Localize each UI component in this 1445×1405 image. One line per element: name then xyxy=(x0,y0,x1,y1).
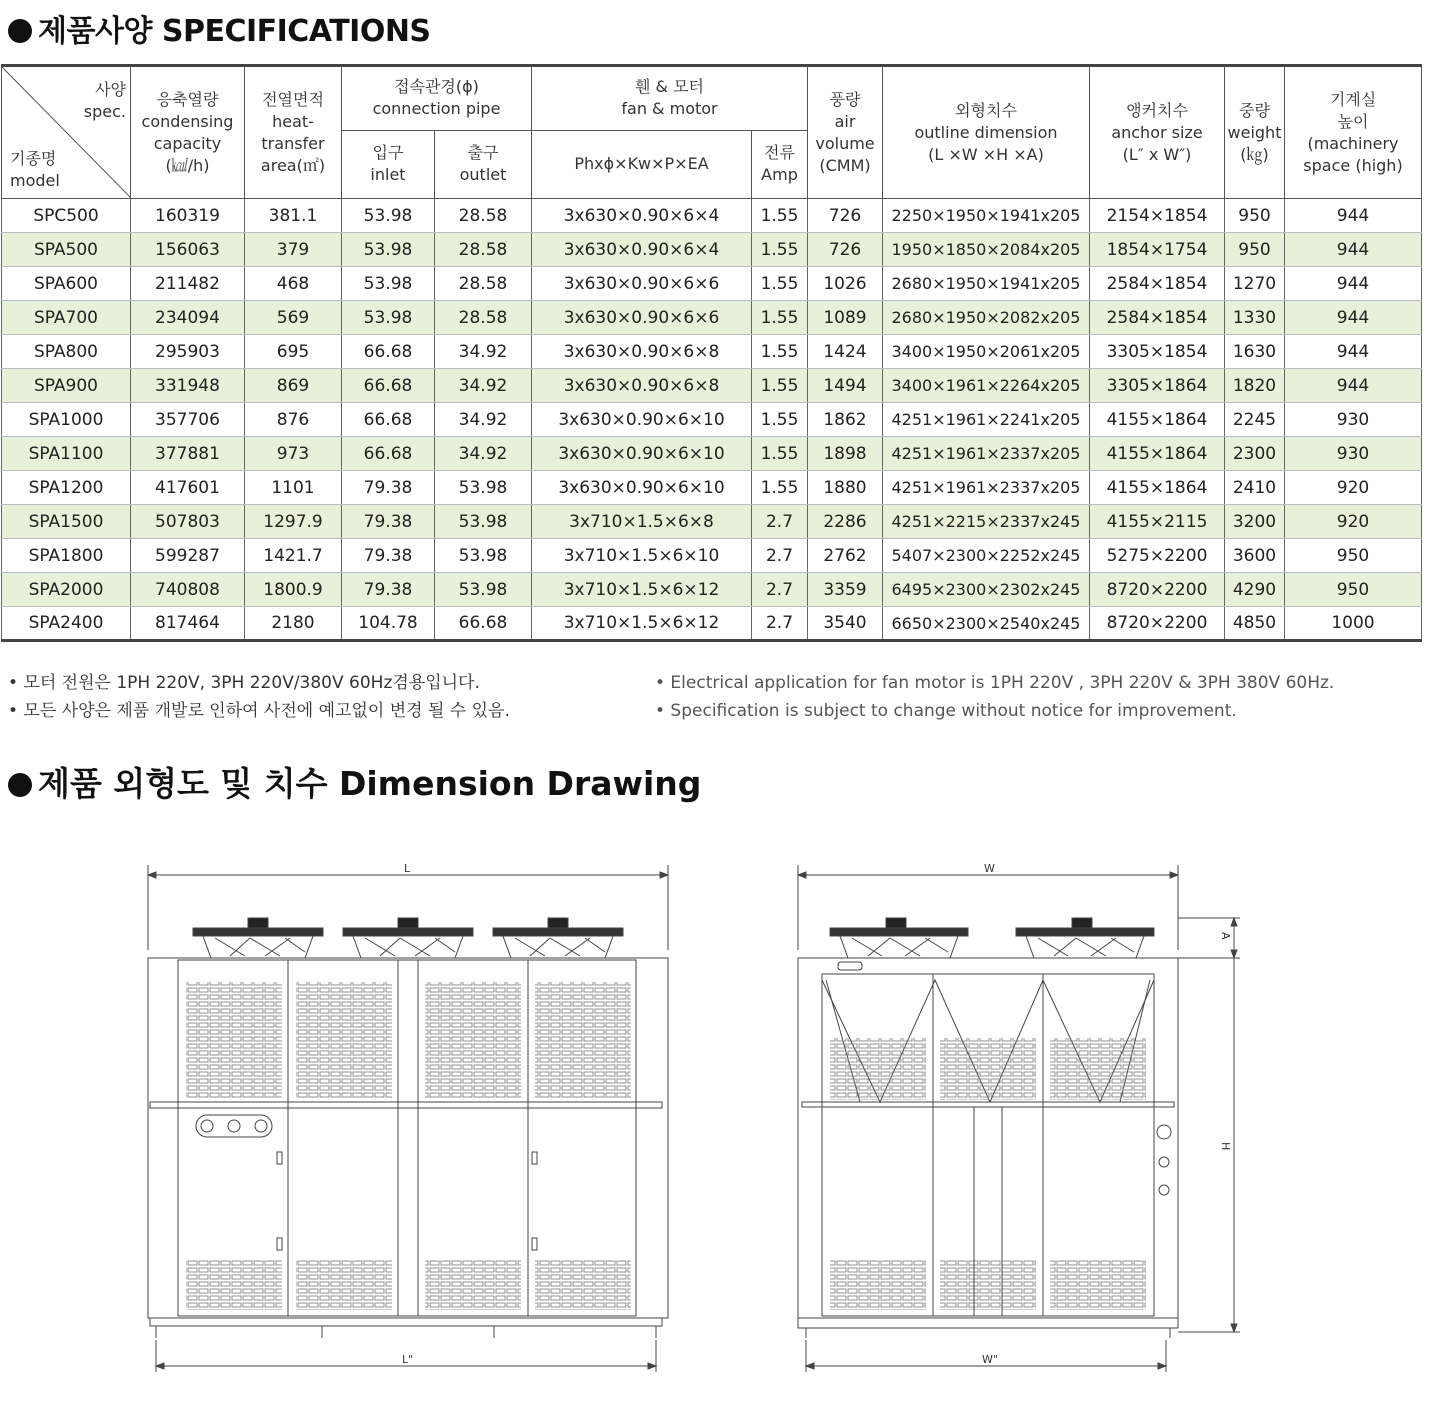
table-cell: 53.98 xyxy=(435,505,532,539)
table-cell: 6650×2300×2540x245 xyxy=(883,607,1090,641)
table-cell: 1.55 xyxy=(752,437,808,471)
table-cell: 53.98 xyxy=(342,267,435,301)
table-cell: 104.78 xyxy=(342,607,435,641)
side-view xyxy=(798,865,1240,1372)
dimension-drawing-title: 제품 외형도 및 치수 Dimension Drawing xyxy=(8,758,701,805)
bullet-icon xyxy=(8,773,32,797)
table-cell: 817464 xyxy=(131,607,245,641)
table-cell: 2680×1950×1941x205 xyxy=(883,267,1090,301)
table-cell: 726 xyxy=(808,199,883,233)
table-cell: 1.55 xyxy=(752,403,808,437)
table-cell: 1089 xyxy=(808,301,883,335)
table-cell: 34.92 xyxy=(435,437,532,471)
dimension-label-h: H xyxy=(1219,1142,1232,1151)
table-cell: 3x630×0.90×6×8 xyxy=(532,369,752,403)
fan-group xyxy=(193,918,623,958)
table-cell: 4251×1961×2337x205 xyxy=(883,471,1090,505)
table-cell: 3x630×0.90×6×4 xyxy=(532,233,752,267)
table-cell: SPC500 xyxy=(2,199,131,233)
table-cell: 740808 xyxy=(131,573,245,607)
table-cell: 3305×1864 xyxy=(1090,369,1225,403)
table-cell: 2180 xyxy=(245,607,342,641)
table-row xyxy=(2,607,1422,641)
table-cell: 53.98 xyxy=(342,301,435,335)
table-cell: SPA800 xyxy=(2,335,131,369)
table-cell: SPA1200 xyxy=(2,471,131,505)
table-cell: 379 xyxy=(245,233,342,267)
table-cell: 1000 xyxy=(1285,607,1422,641)
outlet-header: 출구 outlet xyxy=(435,130,532,198)
table-cell: 3x710×1.5×6×10 xyxy=(532,539,752,573)
front-view xyxy=(148,865,668,1372)
table-cell: 507803 xyxy=(131,505,245,539)
notes-english xyxy=(655,669,1334,725)
table-row xyxy=(2,573,1422,607)
table-cell: 3x630×0.90×6×4 xyxy=(532,199,752,233)
table-cell: 79.38 xyxy=(342,539,435,573)
table-cell: 920 xyxy=(1285,505,1422,539)
table-cell: 695 xyxy=(245,335,342,369)
table-cell: 2584×1854 xyxy=(1090,267,1225,301)
table-cell: SPA900 xyxy=(2,369,131,403)
table-cell: 2154×1854 xyxy=(1090,199,1225,233)
table-cell: 3359 xyxy=(808,573,883,607)
note-item: • 모든 사양은 제품 개발로 인하여 사전에 예고없이 변경 될 수 있음. xyxy=(8,701,510,721)
table-cell: 3x630×0.90×6×6 xyxy=(532,301,752,335)
table-cell: 79.38 xyxy=(342,505,435,539)
table-row xyxy=(2,403,1422,437)
anchor-size-header: 앵커치수 anchor size (L″ x W″) xyxy=(1090,66,1225,199)
table-cell: 950 xyxy=(1285,539,1422,573)
table-cell: 1330 xyxy=(1225,301,1285,335)
table-cell: 944 xyxy=(1285,267,1422,301)
table-cell: 156063 xyxy=(131,233,245,267)
table-cell: 66.68 xyxy=(342,369,435,403)
dimension-label-w2: W" xyxy=(982,1353,998,1366)
table-cell: 34.92 xyxy=(435,369,532,403)
fan-motor-header: 휀 & 모터 fan & motor xyxy=(532,66,808,131)
table-cell: 950 xyxy=(1225,233,1285,267)
table-cell: 234094 xyxy=(131,301,245,335)
table-cell: 34.92 xyxy=(435,335,532,369)
table-cell: 944 xyxy=(1285,369,1422,403)
dimension-label-a: A xyxy=(1219,932,1232,940)
table-row xyxy=(2,539,1422,573)
table-cell: 357706 xyxy=(131,403,245,437)
table-cell: SPA1100 xyxy=(2,437,131,471)
note-item: • 모터 전원은 1PH 220V, 3PH 220V/380V 60Hz겸용입니다. xyxy=(8,673,480,693)
table-cell: 2300 xyxy=(1225,437,1285,471)
dimension-label-l: L xyxy=(404,862,411,875)
table-cell: 3305×1854 xyxy=(1090,335,1225,369)
table-cell: 3540 xyxy=(808,607,883,641)
table-cell: 2.7 xyxy=(752,505,808,539)
table-cell: 950 xyxy=(1225,199,1285,233)
table-cell: SPA1000 xyxy=(2,403,131,437)
table-cell: 53.98 xyxy=(342,233,435,267)
table-cell: 1.55 xyxy=(752,335,808,369)
table-cell: 1.55 xyxy=(752,369,808,403)
table-cell: 8720×2200 xyxy=(1090,573,1225,607)
table-cell: 34.92 xyxy=(435,403,532,437)
table-cell: 468 xyxy=(245,267,342,301)
table-row xyxy=(2,437,1422,471)
table-cell: 4251×1961×2337x205 xyxy=(883,437,1090,471)
table-cell: 53.98 xyxy=(342,199,435,233)
table-cell: 3x710×1.5×6×12 xyxy=(532,573,752,607)
table-cell: SPA700 xyxy=(2,301,131,335)
table-cell: 1950×1850×2084x205 xyxy=(883,233,1090,267)
table-cell: 4850 xyxy=(1225,607,1285,641)
table-cell: 377881 xyxy=(131,437,245,471)
note-item: • Electrical application for fan motor is 1PH 220V , 3PH 220V & 3PH 380V 60Hz. xyxy=(655,673,1335,693)
table-cell: 1026 xyxy=(808,267,883,301)
table-cell: 1101 xyxy=(245,471,342,505)
machinery-space-header: 기계실 높이 (machinery space (high) xyxy=(1285,66,1422,199)
table-cell: 3400×1961×2264x205 xyxy=(883,369,1090,403)
table-cell: 1494 xyxy=(808,369,883,403)
specifications-title: 제품사양 SPECIFICATIONS xyxy=(8,6,431,50)
table-cell: 211482 xyxy=(131,267,245,301)
table-cell: 331948 xyxy=(131,369,245,403)
table-cell: 950 xyxy=(1285,573,1422,607)
table-cell: 295903 xyxy=(131,335,245,369)
table-cell: 1424 xyxy=(808,335,883,369)
table-cell: 66.68 xyxy=(342,437,435,471)
table-row xyxy=(2,233,1422,267)
table-cell: 1862 xyxy=(808,403,883,437)
table-cell: 3x630×0.90×6×8 xyxy=(532,335,752,369)
table-cell: 1898 xyxy=(808,437,883,471)
table-cell: 1.55 xyxy=(752,471,808,505)
connection-pipe-header: 접속관경(ϕ) connection pipe xyxy=(342,66,532,131)
table-row xyxy=(2,335,1422,369)
table-cell: 3600 xyxy=(1225,539,1285,573)
table-cell: 6495×2300×2302x245 xyxy=(883,573,1090,607)
table-cell: 2250×1950×1941x205 xyxy=(883,199,1090,233)
table-cell: 3x630×0.90×6×6 xyxy=(532,267,752,301)
table-cell: 944 xyxy=(1285,233,1422,267)
table-cell: 66.68 xyxy=(342,335,435,369)
dimension-label-l2: L" xyxy=(402,1353,414,1366)
specifications-body xyxy=(2,199,1422,641)
table-row xyxy=(2,301,1422,335)
table-row xyxy=(2,267,1422,301)
table-cell: 28.58 xyxy=(435,199,532,233)
table-row xyxy=(2,199,1422,233)
table-cell: 53.98 xyxy=(435,539,532,573)
table-cell: 4155×1864 xyxy=(1090,437,1225,471)
table-cell: 1421.7 xyxy=(245,539,342,573)
spec-model-corner-header: 사양 spec. 기종명 model xyxy=(2,66,131,199)
table-cell: 3x710×1.5×6×12 xyxy=(532,607,752,641)
table-cell: 1270 xyxy=(1225,267,1285,301)
table-row xyxy=(2,471,1422,505)
table-cell: 930 xyxy=(1285,437,1422,471)
table-cell: 2762 xyxy=(808,539,883,573)
table-cell: 1.55 xyxy=(752,199,808,233)
table-cell: 1800.9 xyxy=(245,573,342,607)
fan-formula-header: Phxϕ×Kw×P×EA xyxy=(532,130,752,198)
dimension-label-w: W xyxy=(984,862,995,875)
table-cell: 569 xyxy=(245,301,342,335)
table-cell: SPA2000 xyxy=(2,573,131,607)
table-cell: 160319 xyxy=(131,199,245,233)
table-cell: 944 xyxy=(1285,301,1422,335)
table-cell: 876 xyxy=(245,403,342,437)
table-cell: 2584×1854 xyxy=(1090,301,1225,335)
table-cell: 3x630×0.90×6×10 xyxy=(532,471,752,505)
table-cell: 53.98 xyxy=(435,471,532,505)
table-cell: 8720×2200 xyxy=(1090,607,1225,641)
table-cell: 417601 xyxy=(131,471,245,505)
table-cell: 1880 xyxy=(808,471,883,505)
table-cell: 944 xyxy=(1285,335,1422,369)
air-volume-header: 풍량 air volume (CMM) xyxy=(808,66,883,199)
table-cell: 2.7 xyxy=(752,539,808,573)
table-cell: SPA2400 xyxy=(2,607,131,641)
table-cell: 1.55 xyxy=(752,267,808,301)
table-cell: 726 xyxy=(808,233,883,267)
table-cell: 3x710×1.5×6×8 xyxy=(532,505,752,539)
bullet-icon xyxy=(8,19,32,43)
table-cell: 2.7 xyxy=(752,573,808,607)
table-cell: 930 xyxy=(1285,403,1422,437)
table-cell: 3x630×0.90×6×10 xyxy=(532,437,752,471)
table-cell: 1297.9 xyxy=(245,505,342,539)
table-cell: 3200 xyxy=(1225,505,1285,539)
table-cell: 2.7 xyxy=(752,607,808,641)
table-cell: 4155×1864 xyxy=(1090,471,1225,505)
table-cell: 66.68 xyxy=(435,607,532,641)
capacity-header: 응축열량 condensing capacity (㎉/h) xyxy=(131,66,245,199)
table-cell: 2245 xyxy=(1225,403,1285,437)
amp-header: 전류 Amp xyxy=(752,130,808,198)
table-cell: 944 xyxy=(1285,199,1422,233)
table-cell: 920 xyxy=(1285,471,1422,505)
table-cell: 1854×1754 xyxy=(1090,233,1225,267)
table-row xyxy=(2,369,1422,403)
table-cell: 4251×1961×2241x205 xyxy=(883,403,1090,437)
notes-korean xyxy=(8,669,510,725)
table-cell: 2680×1950×2082x205 xyxy=(883,301,1090,335)
table-cell: 381.1 xyxy=(245,199,342,233)
inlet-header: 입구 inlet xyxy=(342,130,435,198)
table-cell: 1.55 xyxy=(752,301,808,335)
table-row xyxy=(2,505,1422,539)
table-cell: 1820 xyxy=(1225,369,1285,403)
table-cell: SPA600 xyxy=(2,267,131,301)
table-cell: 5407×2300×2252x245 xyxy=(883,539,1090,573)
table-cell: 1630 xyxy=(1225,335,1285,369)
table-cell: 4251×2215×2337x245 xyxy=(883,505,1090,539)
outline-dimension-header: 외형치수 outline dimension (L ×W ×H ×A) xyxy=(883,66,1090,199)
table-cell: SPA500 xyxy=(2,233,131,267)
table-cell: 4290 xyxy=(1225,573,1285,607)
note-item: • Specification is subject to change without notice for improvement. xyxy=(655,701,1237,721)
table-cell: 53.98 xyxy=(435,573,532,607)
table-cell: 869 xyxy=(245,369,342,403)
table-cell: 66.68 xyxy=(342,403,435,437)
table-cell: 2410 xyxy=(1225,471,1285,505)
table-cell: SPA1800 xyxy=(2,539,131,573)
table-cell: 2286 xyxy=(808,505,883,539)
table-cell: 5275×2200 xyxy=(1090,539,1225,573)
table-cell: 79.38 xyxy=(342,471,435,505)
table-cell: 4155×1864 xyxy=(1090,403,1225,437)
table-cell: 3400×1950×2061x205 xyxy=(883,335,1090,369)
specifications-table xyxy=(1,64,1422,642)
dimension-drawing xyxy=(0,840,1445,1400)
weight-header: 중량 weight (㎏) xyxy=(1225,66,1285,199)
table-cell: 1.55 xyxy=(752,233,808,267)
table-cell: 28.58 xyxy=(435,233,532,267)
table-cell: 79.38 xyxy=(342,573,435,607)
area-header: 전열면적 heat- transfer area(㎡) xyxy=(245,66,342,199)
table-cell: 3x630×0.90×6×10 xyxy=(532,403,752,437)
table-cell: 973 xyxy=(245,437,342,471)
table-cell: 28.58 xyxy=(435,267,532,301)
table-cell: 28.58 xyxy=(435,301,532,335)
table-cell: 4155×2115 xyxy=(1090,505,1225,539)
table-cell: SPA1500 xyxy=(2,505,131,539)
table-cell: 599287 xyxy=(131,539,245,573)
